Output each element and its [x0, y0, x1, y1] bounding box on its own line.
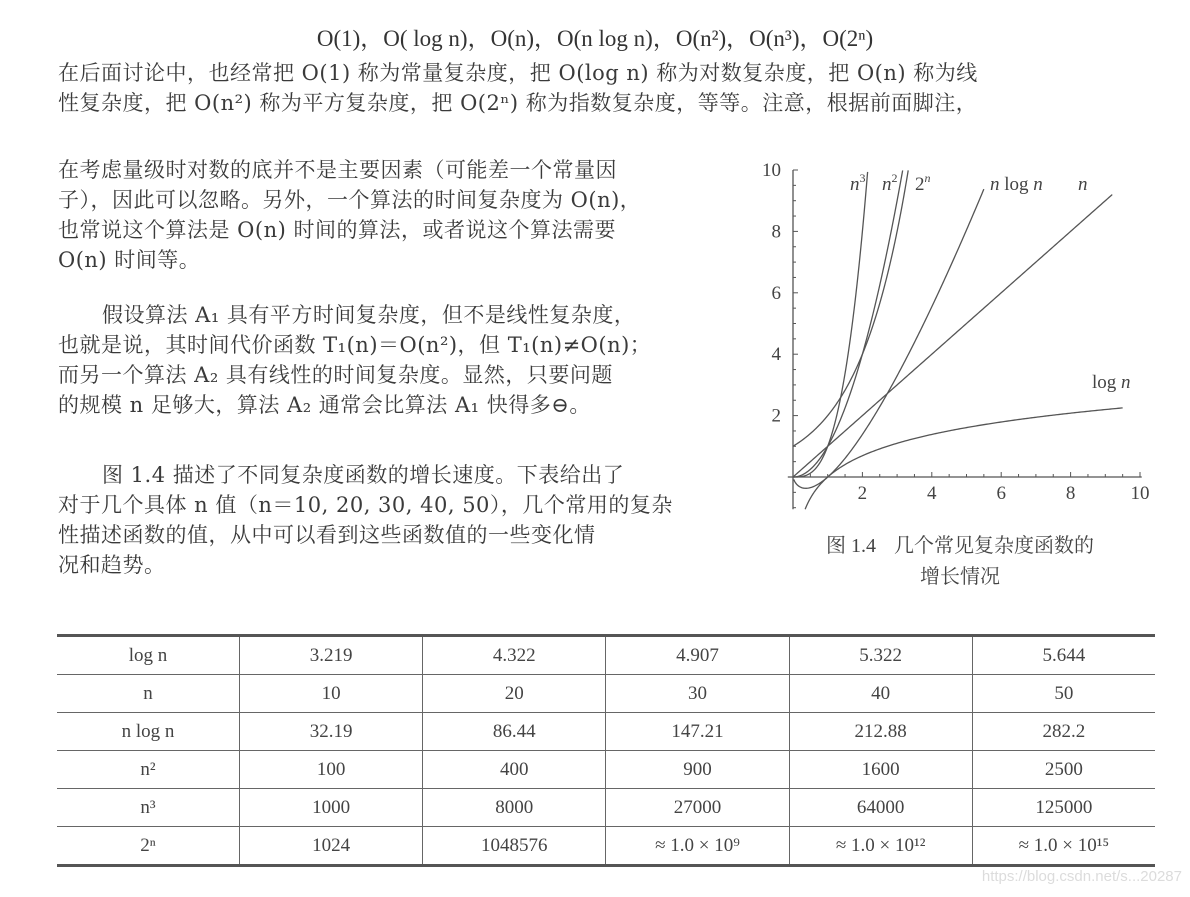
row-label: n — [57, 675, 240, 713]
caption-text: 几个常见复杂度函数的 — [894, 533, 1094, 557]
text-line: O(n) 时间等。 — [58, 248, 201, 272]
row-label: log n — [57, 636, 240, 675]
text-line: 性描述函数的值，从中可以看到这些函数值的一些变化情 — [58, 523, 596, 547]
table-cell: 125000 — [972, 789, 1155, 827]
text-line: 假设算法 A₁ 具有平方时间复杂度，但不是线性复杂度， — [102, 303, 636, 327]
row-label: n³ — [57, 789, 240, 827]
table-cell: 1048576 — [423, 827, 606, 866]
table-cell: 20 — [423, 675, 606, 713]
x-tick-label: 10 — [1130, 483, 1150, 504]
curve-exp2 — [793, 170, 908, 446]
series-label: $n^3$ — [850, 171, 866, 195]
y-tick-label: 8 — [771, 221, 781, 243]
y-tick-label: 4 — [771, 344, 781, 366]
table-cell: 4.322 — [423, 636, 606, 675]
series-label: $n^2$ — [882, 171, 898, 195]
row-label: 2ⁿ — [57, 827, 240, 866]
text-line: 也常说这个算法是 O(n) 时间的算法，或者说这个算法需要 — [58, 218, 616, 242]
row-label: n log n — [57, 713, 240, 751]
x-tick-label: 8 — [1065, 483, 1076, 504]
curve-log — [814, 408, 1123, 493]
table-cell: 100 — [240, 751, 423, 789]
text-line: 而另一个算法 A₂ 具有线性的时间复杂度。显然，只要问题 — [58, 363, 613, 387]
table-cell: 8000 — [423, 789, 606, 827]
y-tick-label: 2 — [771, 405, 781, 427]
y-tick-label: 6 — [771, 282, 781, 304]
curve-square — [793, 170, 903, 477]
paragraph-log-base — [58, 155, 748, 275]
complexity-growth-chart — [755, 150, 1175, 530]
table-row — [57, 827, 1155, 866]
table-cell: 32.19 — [240, 713, 423, 751]
table-cell: 1600 — [789, 751, 972, 789]
table-cell: 30 — [606, 675, 789, 713]
table-cell: ≈ 1.0 × 10¹² — [789, 827, 972, 866]
figure-number: 图 1.4 — [826, 535, 876, 557]
table-row — [57, 751, 1155, 789]
table-row — [57, 789, 1155, 827]
series-label: n — [1078, 174, 1088, 195]
text-line: 子），因此可以忽略。另外，一个算法的时间复杂度为 O(n)， — [58, 188, 642, 212]
text-line: 在后面讨论中，也经常把 O(1) 称为常量复杂度，把 O(log n) 称为对数复杂度，把 O(n) 称为线 — [58, 61, 978, 85]
table-cell: 27000 — [606, 789, 789, 827]
complexity-values-table — [57, 634, 1155, 867]
table-cell: 5.644 — [972, 636, 1155, 675]
series-label: n log n — [990, 174, 1043, 195]
watermark: https://blog.csdn.net/s...20287 — [981, 868, 1182, 885]
text-line: 的规模 n 足够大，算法 A₂ 通常会比算法 A₁ 快得多⊖。 — [58, 393, 591, 417]
table-row — [57, 675, 1155, 713]
figure-caption — [790, 530, 1130, 591]
table-cell: 10 — [240, 675, 423, 713]
paragraph-algorithm-comparison — [58, 300, 748, 420]
curve-cube — [793, 172, 868, 477]
table-cell: 3.219 — [240, 636, 423, 675]
table-cell: 1000 — [240, 789, 423, 827]
curve-linear — [793, 195, 1112, 477]
table-cell: 50 — [972, 675, 1155, 713]
table-cell: 900 — [606, 751, 789, 789]
series-label: log n — [1092, 372, 1131, 393]
curve-nlogn — [794, 189, 984, 488]
complexity-classes-formula: O(1)，O( log n)，O(n)，O(n log n)，O(n²)，O(n³)，O(2ⁿ) — [316, 26, 874, 51]
table-cell: ≈ 1.0 × 10¹⁵ — [972, 827, 1155, 866]
paragraph-complexity-names — [58, 58, 1158, 118]
x-tick-label: 4 — [927, 483, 937, 504]
paragraph-figure-intro — [58, 460, 748, 580]
text-line: 对于几个具体 n 值（n＝10, 20, 30, 40, 50），几个常用的复杂 — [58, 493, 673, 517]
table-cell: 4.907 — [606, 636, 789, 675]
table-row — [57, 636, 1155, 675]
table-cell: 212.88 — [789, 713, 972, 751]
table-cell: 64000 — [789, 789, 972, 827]
text-line: 图 1.4 描述了不同复杂度函数的增长速度。下表给出了 — [102, 463, 625, 487]
text-line: 在考虑量级时对数的底并不是主要因素（可能差一个常量因 — [58, 158, 617, 182]
table-cell: 2500 — [972, 751, 1155, 789]
table-cell: 147.21 — [606, 713, 789, 751]
text-line: 性复杂度，把 O(n²) 称为平方复杂度，把 O(2ⁿ) 称为指数复杂度，等等。注意，根据前面脚注， — [58, 91, 978, 115]
caption-text-line2: 增长情况 — [920, 564, 1000, 588]
row-label: n² — [57, 751, 240, 789]
y-tick-label: 10 — [762, 160, 781, 181]
curve-log-lower — [805, 493, 814, 510]
table-cell: 1024 — [240, 827, 423, 866]
text-line: 况和趋势。 — [58, 553, 166, 577]
table-cell: 5.322 — [789, 636, 972, 675]
x-tick-label: 6 — [996, 483, 1006, 504]
table-row — [57, 713, 1155, 751]
chart-canvas — [755, 150, 1175, 530]
series-label: 2$^n$ — [915, 171, 931, 195]
table-cell: ≈ 1.0 × 10⁹ — [606, 827, 789, 866]
text-line: 也就是说，其时间代价函数 T₁(n)＝O(n²)，但 T₁(n)≠O(n)； — [58, 333, 652, 357]
table-cell: 40 — [789, 675, 972, 713]
table-cell: 86.44 — [423, 713, 606, 751]
table-cell: 282.2 — [972, 713, 1155, 751]
table-cell: 400 — [423, 751, 606, 789]
x-tick-label: 2 — [857, 483, 868, 504]
